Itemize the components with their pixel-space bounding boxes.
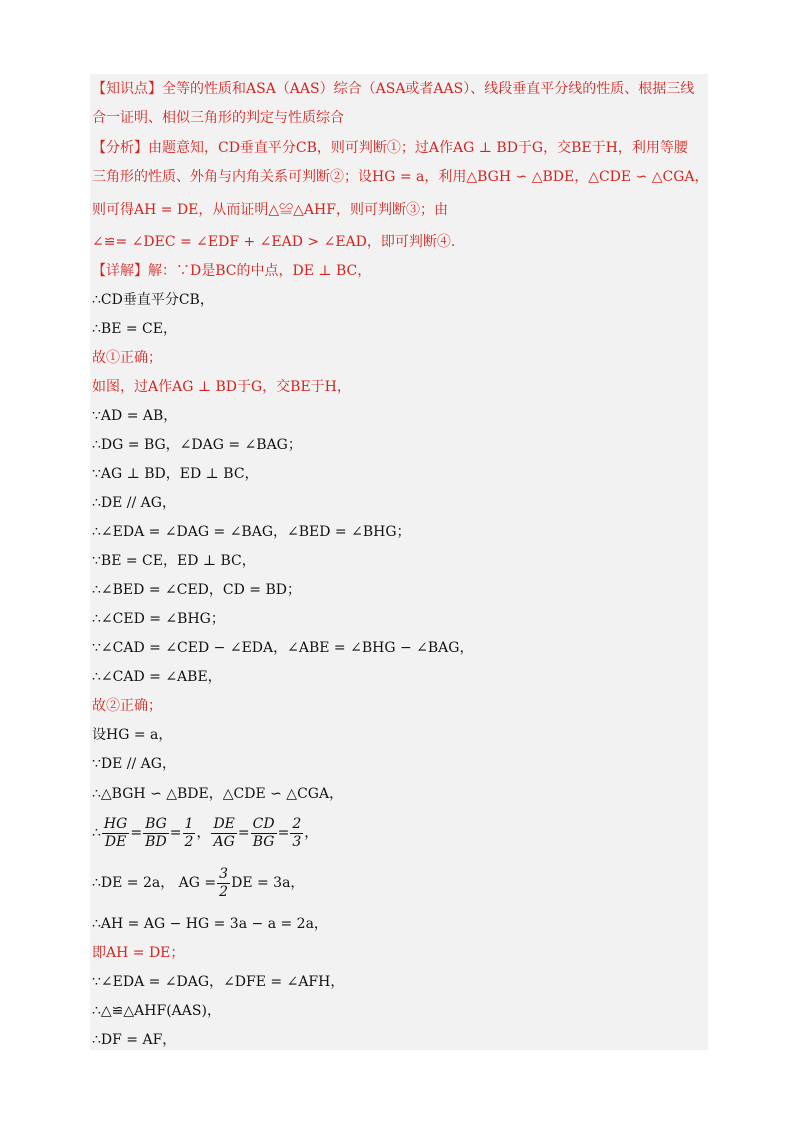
detail-line-2: ∴CD垂直平分CB， (92, 292, 214, 308)
detail-line-12: ∴∠BED = ∠CED，CD = BD； (92, 582, 301, 598)
detail-line-24: ∴DF = AF， (92, 1032, 177, 1048)
de-ag-equation-line: ∴DE = 2a， AG = $\frac{3}{2}$ DE = 3a， (92, 865, 305, 900)
detail-line-1: 【详解】解：∵D是BC的中点，DE ⊥ BC， (92, 263, 372, 279)
detail-line-23: ∴△≌△AHF(AAS)， (92, 1003, 221, 1019)
detail-line-11: ∵BE = CE，ED ⊥ BC， (92, 553, 256, 569)
detail-line-21: 即AH = DE； (92, 945, 185, 961)
detail-line-13: ∴∠CED = ∠BHG； (92, 611, 225, 627)
detail-line-9: ∴DE // AG， (92, 495, 176, 511)
detail-line-6: ∵AD = AB， (92, 408, 178, 424)
therefore-symbol: ∴ (92, 825, 101, 841)
knowledge-line-1: 【知识点】全等的性质和ASA（AAS）综合（ASA或者AAS）、线段垂直平分线的性质、根据三线 (92, 81, 695, 97)
analysis-line-3: 则可得AH = DE，从而证明△≌△AHF，则可判断③；由 (92, 202, 448, 218)
fraction-3-2: $\frac{3}{2}$ (219, 865, 229, 900)
fraction-bg-bd: $\frac{BG}{BD}$ (145, 815, 167, 850)
detail-line-10: ∴∠EDA = ∠DAG = ∠BAG，∠BED = ∠BHG； (92, 524, 411, 540)
analysis-line-1: 【分析】由题意知，CD垂直平分CB，则可判断①；过A作AG ⊥ BD于G，交BE于H，利用等腰 (92, 140, 688, 156)
fraction-1-2: $\frac{1}{2}$ (184, 815, 194, 850)
detail-line-17: 设HG = a， (92, 727, 173, 743)
detail-line-3: ∴BE = CE， (92, 321, 177, 337)
detail-line-5: 如图，过A作AG ⊥ BD于G，交BE于H， (92, 379, 351, 395)
detail-line-15: ∴∠CAD = ∠ABE， (92, 669, 222, 685)
detail-line-14: ∵∠CAD = ∠CED − ∠EDA，∠ABE = ∠BHG − ∠BAG， (92, 640, 474, 656)
detail-line-19: ∴△BGH ∽ △BDE，△CDE ∽ △CGA， (92, 786, 344, 802)
analysis-line-2: 三角形的性质、外角与内角关系可判断②；设HG = a，利用△BGH ∽ △BDE，△CDE ∽ △CGA， (92, 169, 709, 185)
fraction-hg-de: $\frac{HG}{DE}$ (103, 815, 128, 850)
detail-line-8: ∵AG ⊥ BD，ED ⊥ BC， (92, 466, 259, 482)
detail-line-18: ∵DE // AG， (92, 756, 176, 772)
detail-line-4: 故①正确； (92, 350, 162, 366)
analysis-line-4: ∠≌= ∠DEC = ∠EDF + ∠EAD > ∠EAD，即可判断④. (92, 234, 456, 250)
ratio-equation-line: ∴ $\frac{HG}{DE}$ = $\frac{BG}{BD}$ = $\frac{1}{2}$ ， $\frac{DE}{AG}$ = $\frac{CD}{BG}$ = $\frac{2}{3}$ ， (92, 815, 319, 850)
detail-line-20: ∴AH = AG − HG = 3a − a = 2a， (92, 916, 328, 932)
detail-line-16: 故②正确； (92, 698, 162, 714)
fraction-cd-bg: $\frac{CD}{BG}$ (252, 815, 275, 850)
detail-line-22: ∵∠EDA = ∠DAG，∠DFE = ∠AFH， (92, 974, 345, 990)
fraction-de-ag: $\frac{DE}{AG}$ (213, 815, 235, 850)
fraction-2-3: $\frac{2}{3}$ (292, 815, 302, 850)
knowledge-line-2: 合一证明、相似三角形的判定与性质综合 (92, 110, 344, 126)
detail-line-7: ∴DG = BG，∠DAG = ∠BAG； (92, 437, 302, 453)
